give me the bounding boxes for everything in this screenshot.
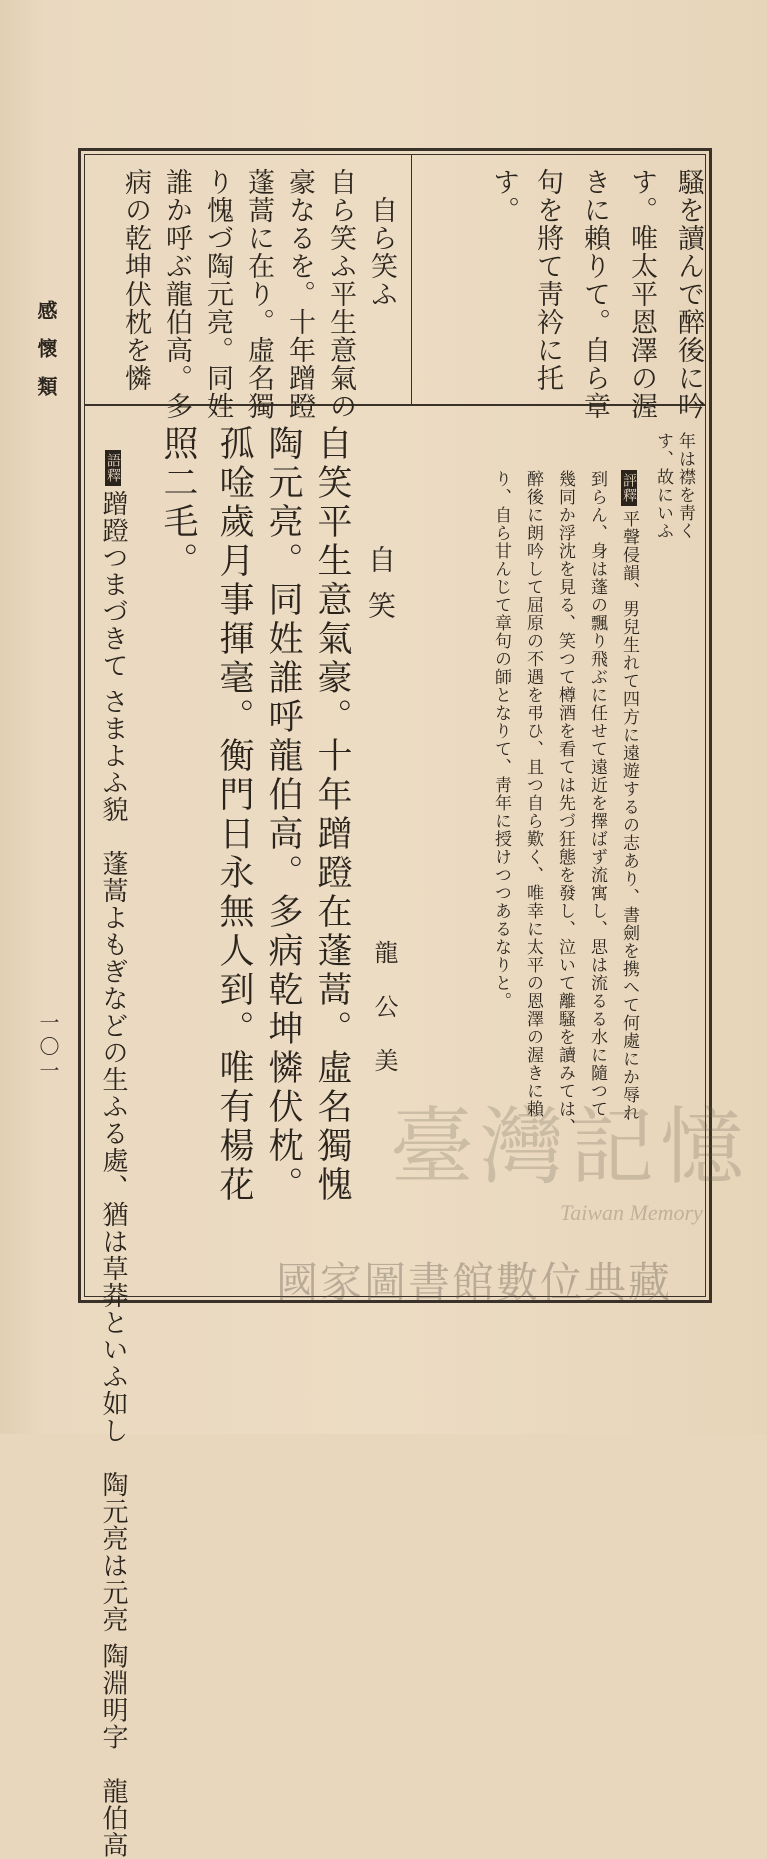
poem-title: 自笑 [364, 545, 397, 637]
section-title: 感懷類 [34, 300, 58, 414]
notes-line-3: 幾同か浮沈を見る、笑つて樽酒を看ては先づ狂態を發し、泣いて離騷を讀みては、 [555, 470, 575, 1136]
top-left-line-6: 誰か呼ぶ龍伯高。多 [161, 168, 192, 420]
poem-line-2: 陶元亮。同姓誰呼龍伯高。多病乾坤憐伏枕。 [263, 425, 303, 1205]
notes-line-5: り、自ら甘んじて章句の師となりて、靑年に授けつつあるなりと。 [491, 470, 511, 1010]
poem-line-3: 孤唫歲月事揮毫。衡門日永無人到。唯有楊花 [214, 425, 254, 1205]
watermark-sub: Taiwan Memory [560, 1200, 703, 1225]
poem-line-1: 自笑平生意氣豪。十年蹭蹬在蓬蒿。虛名獨愧 [312, 425, 352, 1205]
watermark-library: 國家圖書館數位典藏 [276, 1258, 673, 1307]
top-left-line-1: 自ら笑ふ [366, 196, 397, 308]
top-left-line-3: 豪なるを。十年蹭蹬 [284, 168, 315, 420]
top-left-line-5: り愧づ陶元亮。同姓 [202, 168, 233, 420]
top-right-line-4: 句を將て靑衿に托 [532, 168, 563, 392]
notes-text-1: 平聲侵韻、男兒生れて四方に遠遊するの志あり、書劍を携へて何處にか辱れ [619, 510, 639, 1122]
glossary-tag: 語釋 [105, 450, 121, 486]
page-number: 一〇一 [36, 1012, 60, 1084]
top-right-line-3: きに賴りて。自ら章 [579, 168, 610, 420]
poem-line-4: 照二毛。 [158, 425, 198, 581]
top-right-line-1: 騷を讀んで醉後に吟 [673, 168, 704, 420]
notes-line-1 [620, 470, 637, 1122]
glossary-line [100, 450, 126, 1859]
glossary-text: 蹭蹬つまづきて さまよふ貌 蓬蒿よもぎなどの生ふる處、猶は草莽といふ如し 陶元亮は元亮 陶淵明字 龍伯高 [98, 490, 128, 1859]
top-left-line-2: 自ら笑ふ平生意氣の [325, 168, 356, 420]
watermark-main: 臺灣記憶 [390, 1098, 751, 1196]
notes-tag: 評釋 [621, 470, 637, 506]
notes-heading-line-2: す、故にいふ [653, 432, 673, 540]
notes-line-4: 醉後に朗吟して屈原の不遇を弔ひ、且つ自ら歎く、唯幸に太平の恩澤の渥きに賴 [523, 470, 543, 1118]
notes-heading-line-1: 年は襟を靑く [675, 432, 695, 540]
top-left-line-7: 病の乾坤伏枕を憐 [120, 168, 151, 392]
vertical-divider [411, 154, 412, 404]
top-right-line-2: す。唯太平恩澤の渥 [626, 168, 657, 420]
top-left-line-4: 蓬蒿に在り。虛名獨 [243, 168, 274, 420]
poet-name: 龍公美 [370, 940, 398, 1102]
top-right-line-5: す。 [488, 168, 519, 224]
notes-line-2: 到らん、身は蓬の飄り飛ぶに任せて遠近を擇ばず流寓し、思は流るる水に隨つて [587, 470, 607, 1118]
